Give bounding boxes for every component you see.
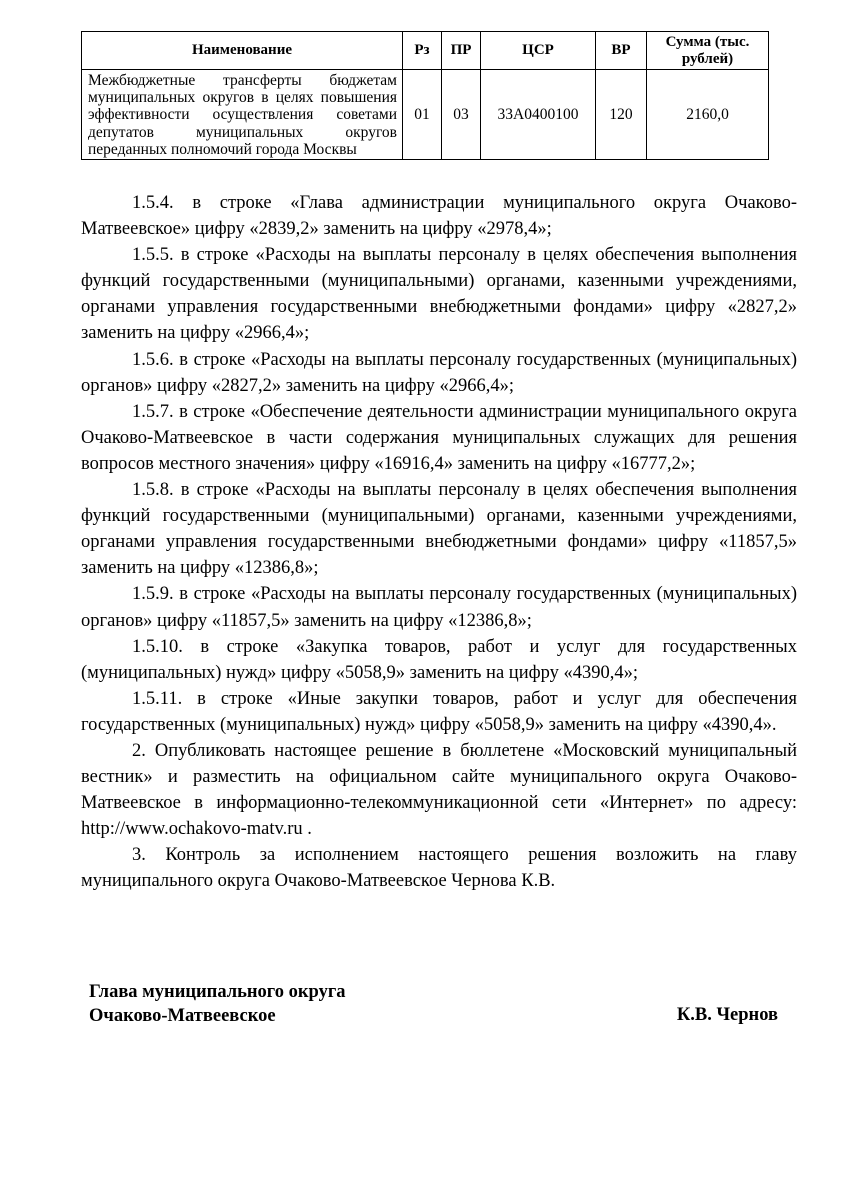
signature-title-line1: Глава муниципального округа [89,982,346,1002]
paragraph-1-5-11: 1.5.11. в строке «Иные закупки товаров, работ и услуг для обеспечения государственных (муниципальных) нужд» цифру «5058,9» заменить на цифру «4390,4». [81,688,797,735]
header-pr: ПР [442,32,481,70]
paragraph-3: 3. Контроль за исполнением настоящего решения возложить на главу муниципального округа Очаково-Матвеевское Чернова К.В. [81,845,797,892]
header-rz: Рз [403,32,442,70]
cell-pr: 03 [442,70,481,160]
paragraph-1-5-7: 1.5.7. в строке «Обеспечение деятельности администрации муниципального округа Очаково-Матвеевское в части содержания муниципальных служащих для решения вопросов местного значения» цифру «16916,4» заменить на цифру «16777,2»; [81,401,797,474]
cell-vr: 120 [596,70,647,160]
cell-name: Межбюджетные трансферты бюджетам муниципальных округов в целях повышения эффективности осуществления советами депутатов муниципальных округов переданных полномочий города Москвы [82,70,403,160]
paragraph-1-5-8: 1.5.8. в строке «Расходы на выплаты персоналу в целях обеспечения выполнения функций государственными (муниципальными) органами, казенными учреждениями, органами управления государственными внебюджетными фондами» цифру «11857,5» заменить на цифру «12386,8»; [81,480,797,579]
header-sum: Сумма (тыс. рублей) [647,32,769,70]
header-name: Наименование [82,32,403,70]
table-row [82,70,769,160]
header-csr: ЦСР [481,32,596,70]
paragraph-1-5-5: 1.5.5. в строке «Расходы на выплаты персоналу в целях обеспечения выполнения функций государственными (муниципальными) органами, казенными учреждениями, органами управления государственными внебюджетными фондами» цифру «2827,2» заменить на цифру «2966,4»; [81,245,797,344]
header-vr: ВР [596,32,647,70]
cell-sum: 2160,0 [647,70,769,160]
paragraph-2: 2. Опубликовать настоящее решение в бюллетене «Московский муниципальный вестник» и разместить на официальном сайте муниципального округа Очаково-Матвеевское в информационно-телекоммуникационной сети «Интернет» по адресу: http://www.ochakovo-matv.ru . [81,740,797,840]
cell-rz: 01 [403,70,442,160]
paragraph-1-5-9: 1.5.9. в строке «Расходы на выплаты персоналу государственных (муниципальных) органов» цифру «11857,5» заменить на цифру «12386,8»; [81,584,797,631]
paragraph-1-5-10: 1.5.10. в строке «Закупка товаров, работ и услуг для государственных (муниципальных) нужд» цифру «5058,9» заменить на цифру «4390,4»; [81,636,797,683]
signature-title-line2: Очаково-Матвеевское [89,1006,276,1026]
signature-name: К.В. Чернов [676,1005,778,1025]
document-body [81,190,797,895]
cell-csr: 33А0400100 [481,70,596,160]
paragraph-1-5-6: 1.5.6. в строке «Расходы на выплаты персоналу государственных (муниципальных) органов» цифру «2827,2» заменить на цифру «2966,4»; [81,349,797,396]
table-header-row [82,32,769,70]
signature-title [89,980,345,1028]
budget-table [81,31,769,160]
paragraph-1-5-4: 1.5.4. в строке «Глава администрации муниципального округа Очаково-Матвеевское» цифру «2839,2» заменить на цифру «2978,4»; [81,193,797,240]
